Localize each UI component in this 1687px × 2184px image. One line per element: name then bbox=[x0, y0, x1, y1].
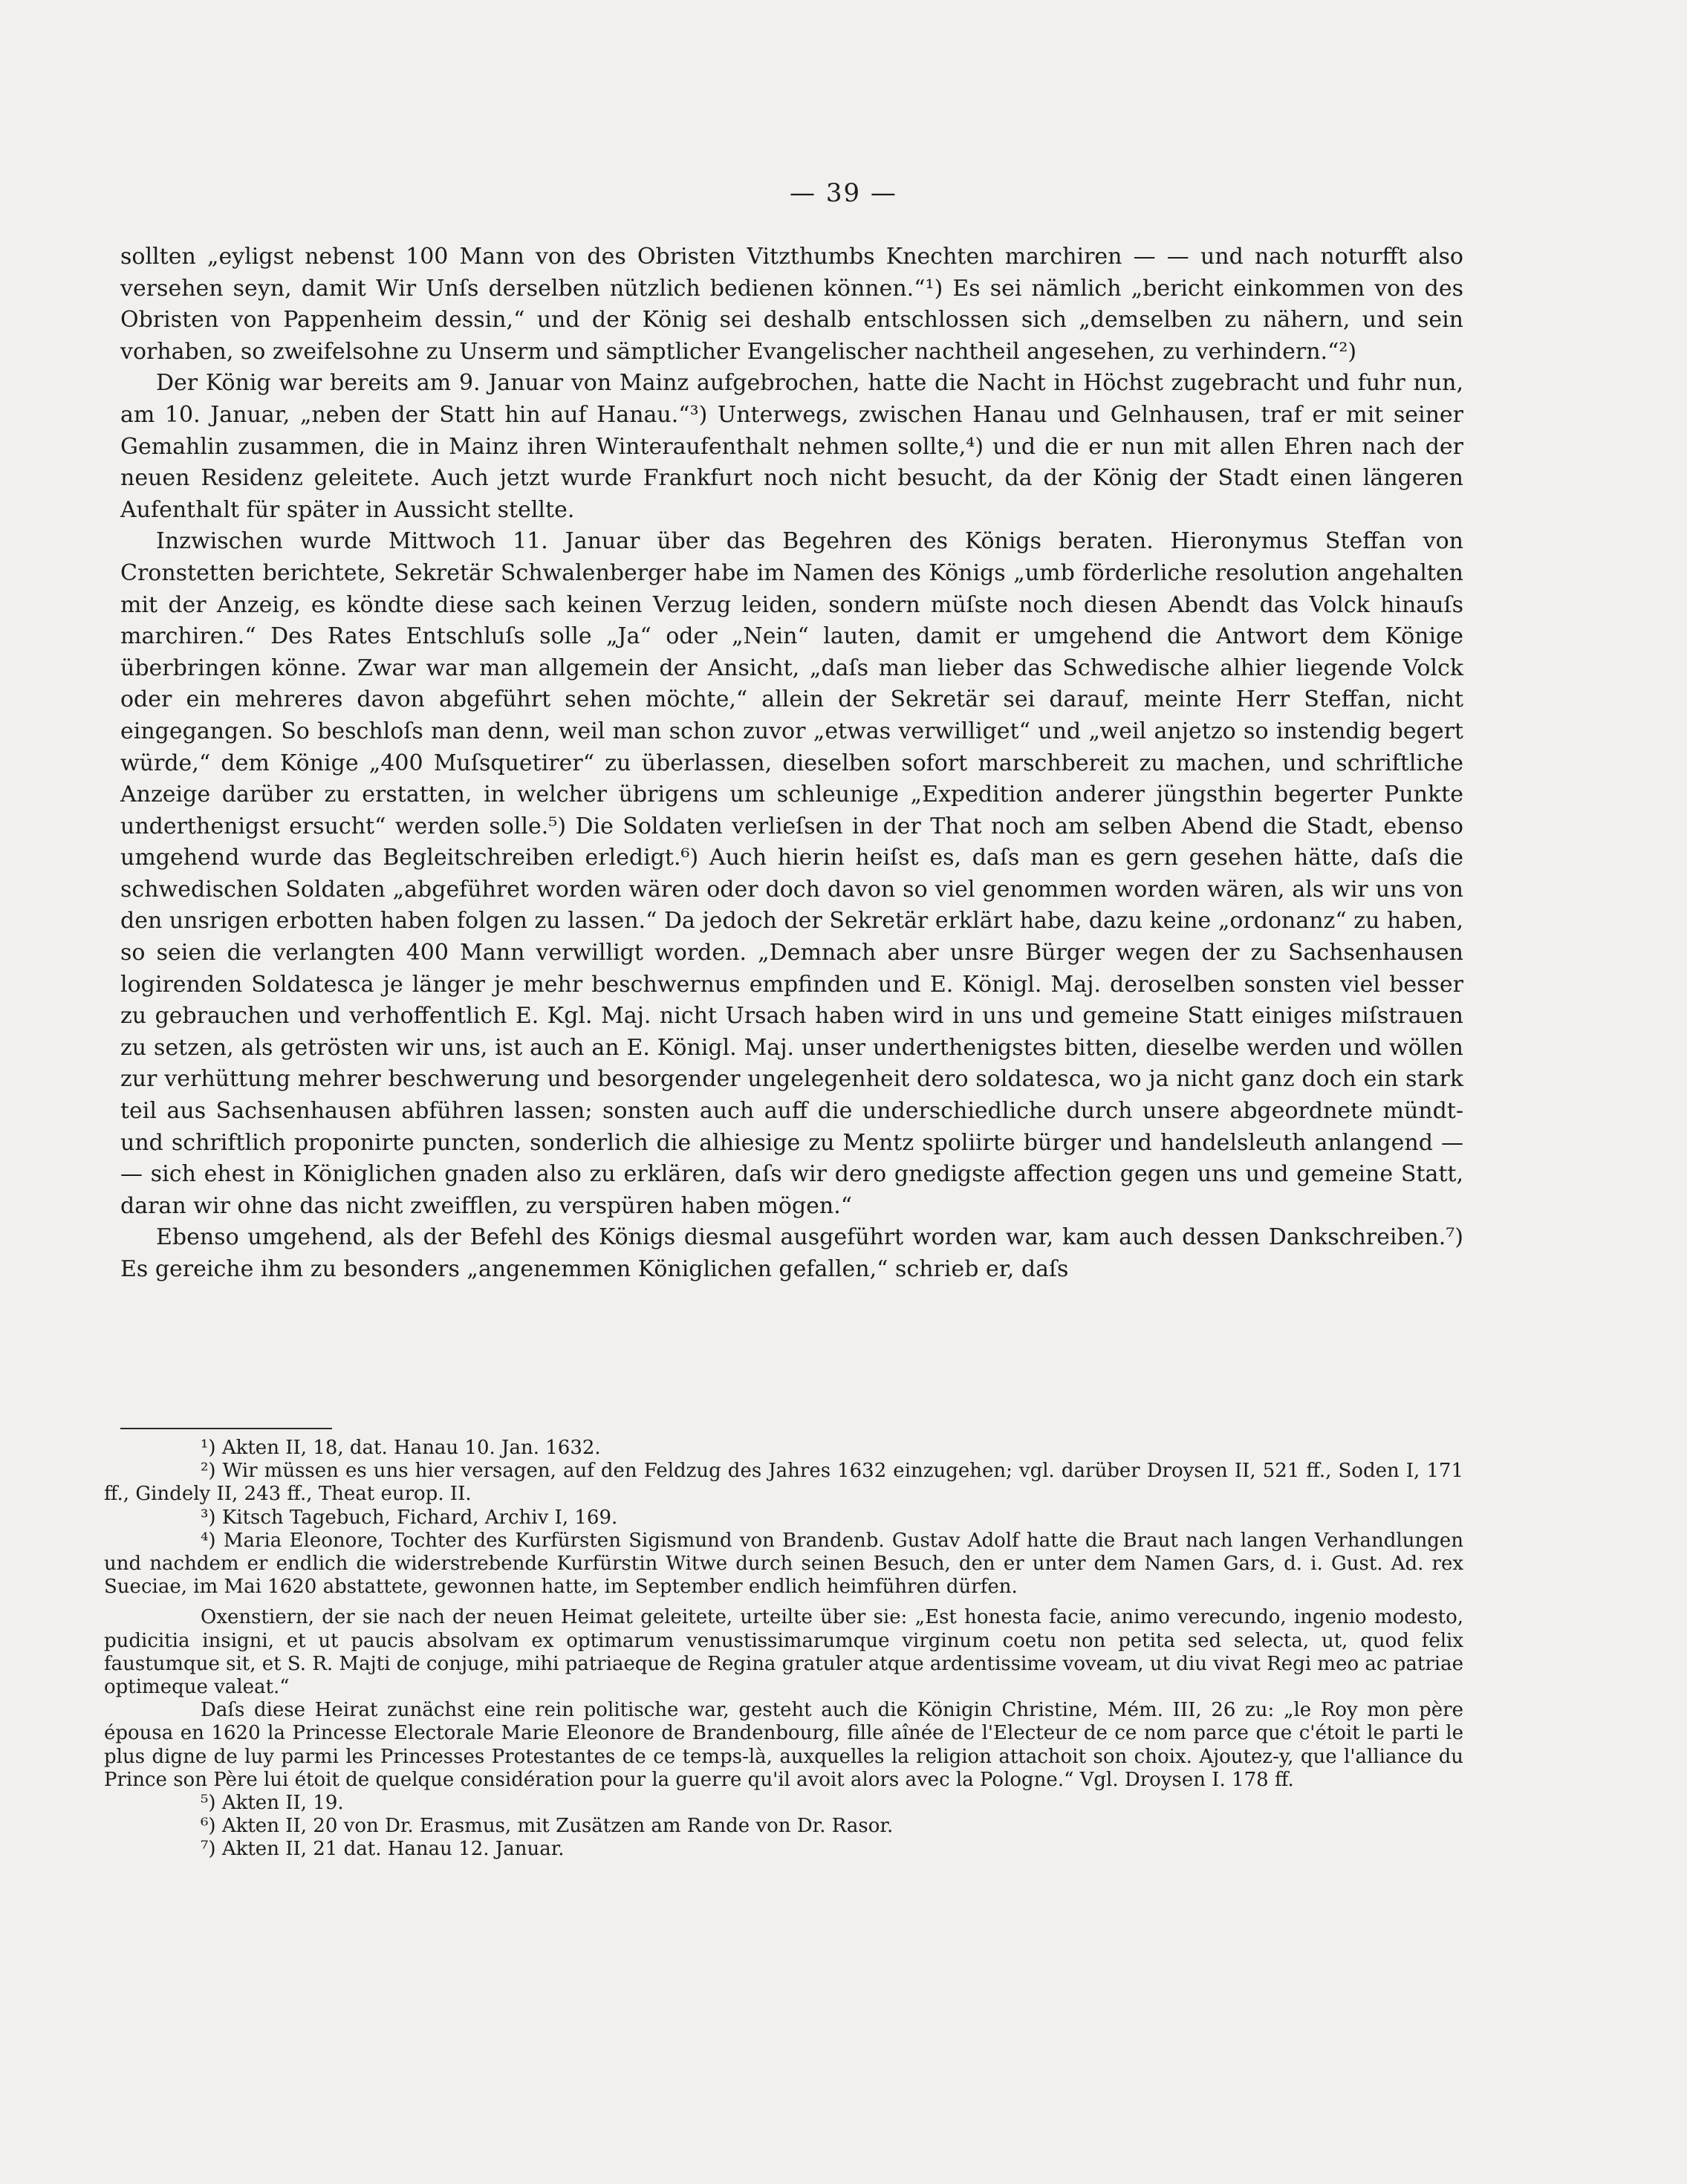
footnote: ⁴) Maria Eleonore, Tochter des Kurfürsten Sigismund von Brandenb. Gustav Adolf hatte die Braut nach langen Verhandlungen und nachdem er endlich die widerstrebende Kurfürstin Witwe durch seinen Besuch, den er unter dem Namen Gars, d. i. Gust. Ad. rex Sueciae, im Mai 1620 abstattete, gewonnen hatte, im September endlich heimführen dürfen. bbox=[104, 1529, 1463, 1599]
body-paragraph: Ebenso umgehend, als der Befehl des Königs diesmal ausgeführt worden war, kam auch dessen Dankschreiben.⁷) Es gereiche ihm zu besonders „angenemmen Königlichen gefallen,“ schrieb er, daſs bbox=[120, 1224, 1463, 1282]
footnote-continuation: Daſs diese Heirat zunächst eine rein politische war, gesteht auch die Königin Christine, Mém. III, 26 zu: „le Roy mon père épousa en 1620 la Princesse Electorale Marie Eleonore de Brandenbourg, fille aînée de l'Electeur de ce nom parce que c'étoit le parti le plus digne de luy parmi les Princesses Protestantes de ce temps-là, auxquelles la religion attachoit son choix. Ajoutez-y, que l'alliance du Prince son Père lui étoit de quelque considération pour la guerre qu'il avoit alors avec la Pologne.“ Vgl. Droysen I. 178 ff. bbox=[104, 1699, 1463, 1791]
footnote-continuation: Oxenstiern, der sie nach der neuen Heimat geleitete, urteilte über sie: „Est honesta facie, animo verecundo, ingenio modesto, pudicitia insigni, et ut paucis absolvam ex optimarum venustissimarumque virginum coetu non petita sed selecta, ut, quod felix faustumque sit, et S. R. Majti de conjuge, mihi patriaeque de Regina gratuler atque ardentissime voveam, ut diu vivat Regi meo ac patriae optimeque valeat.“ bbox=[104, 1606, 1463, 1699]
footnote: ²) Wir müssen es uns hier versagen, auf den Feldzug des Jahres 1632 einzugehen; vgl. darüber Droysen II, 521 ff., Soden I, 171 ff., Gindely II, 243 ff., Theat europ. II. bbox=[104, 1460, 1463, 1506]
body-paragraph: Inzwischen wurde Mittwoch 11. Januar über das Begehren des Königs beraten. Hieronymus Steffan von Cronstetten berichtete, Sekretär Schwalenberger habe im Namen des Königs „umb förderliche resolution angehalten mit der Anzeig, es köndte diese sach keinen Verzug leiden, sondern müſste noch diesen Abendt das Volck hinauſs marchiren.“ Des Rates Entschluſs solle „Ja“ oder „Nein“ lauten, damit er umgehend die Antwort dem Könige überbringen könne. Zwar war man allgemein der Ansicht, „daſs man lieber das Schwedische alhier liegende Volck oder ein mehreres davon abgeführt sehen möchte,“ allein der Sekretär sei darauf, meinte Herr Steffan, nicht eingegangen. So beschloſs man denn, weil man schon zuvor „etwas verwilliget“ und „weil anjetzo so instendig begert würde,“ dem Könige „400 Muſsquetirer“ zu überlassen, dieselben sofort marschbereit zu machen, und schriftliche Anzeige darüber zu erstatten, in welcher übrigens um schleunige „Expedition anderer jüngsthin begerter Punkte underthenigst ersucht“ werden solle.⁵) Die Soldaten verlieſsen in der That noch am selben Abend die Stadt, ebenso umgehend wurde das Begleitschreiben erledigt.⁶) Auch hierin heiſst es, daſs man es gern gesehen hätte, daſs die schwedischen Soldaten „abgeführet worden wären oder doch davon so viel genommen worden wären, als wir uns von den unsrigen erbotten haben folgen zu lassen.“ Da jedoch der Sekretär erklärt habe, dazu keine „ordonanz“ zu haben, so seien die verlangten 400 Mann verwilligt worden. „Demnach aber unsre Bürger wegen der zu Sachsenhausen logirenden Soldatesca je länger je mehr beschwernus empfinden und E. Königl. Maj. deroselben sonsten viel besser zu gebrauchen und verhoffentlich E. Kgl. Maj. nicht Ursach haben wird in uns und gemeine Statt einiges miſstrauen zu setzen, als getrösten wir uns, ist auch an E. Königl. Maj. unser underthenigstes bitten, dieselbe werden und wöllen zur verhüttung mehrer beschwerung und besorgender ungelegenheit dero soldatesca, wo ja nicht ganz doch ein stark teil aus Sachsenhausen abführen lassen; sonsten auch auff die underschiedliche durch unsere abgeordnete mündt- und schriftlich proponirte puncten, sonderlich die alhiesige zu Mentz spoliirte bürger und handelsleuth anlangend — — sich ehest in Königlichen gnaden also zu erklären, daſs wir dero gnedigste affection gegen uns und gemeine Statt, daran wir ohne das nicht zweifflen, zu verspüren haben mögen.“ bbox=[120, 528, 1463, 1219]
footnote: ⁷) Akten II, 21 dat. Hanau 12. Januar. bbox=[201, 1838, 565, 1861]
footnote: ⁶) Akten II, 20 von Dr. Erasmus, mit Zusätzen am Rande von Dr. Rasor. bbox=[201, 1815, 894, 1838]
footnotes bbox=[104, 1437, 1463, 1862]
body-paragraph: sollten „eyligst nebenst 100 Mann von des Obristen Vitzthumbs Knechten marchiren — — und nach noturfft also versehen seyn, damit Wir Unſs derselben nützlich bedienen können.“¹) Es sei nämlich „bericht einkommen von des Obristen von Pappenheim dessin,“ und der König sei deshalb entschlossen sich „demselben zu nähern, und sein vorhaben, so zweifelsohne zu Unserm und sämptlicher Evangelischer nachtheil angesehen, zu verhindern.“²) bbox=[120, 244, 1463, 365]
footnote: ³) Kitsch Tagebuch, Fichard, Archiv I, 169. bbox=[201, 1506, 618, 1529]
body-paragraph: Der König war bereits am 9. Januar von Mainz aufgebrochen, hatte die Nacht in Höchst zugebracht und fuhr nun, am 10. Januar, „neben der Statt hin auf Hanau.“³) Unterwegs, zwischen Hanau und Gelnhausen, traf er mit seiner Gemahlin zusammen, die in Mainz ihren Winteraufenthalt nehmen sollte,⁴) und die er nun mit allen Ehren nach der neuen Residenz geleitete. Auch jetzt wurde Frankfurt noch nicht besucht, da der König der Stadt einen längeren Aufenthalt für später in Aussicht stellte. bbox=[120, 370, 1463, 523]
footnote: ¹) Akten II, 18, dat. Hanau 10. Jan. 1632. bbox=[201, 1437, 601, 1459]
footnote: ⁵) Akten II, 19. bbox=[201, 1792, 344, 1815]
page-number: — 39 — bbox=[790, 178, 897, 208]
body-text bbox=[120, 241, 1463, 1286]
footnote-separator bbox=[120, 1428, 332, 1429]
